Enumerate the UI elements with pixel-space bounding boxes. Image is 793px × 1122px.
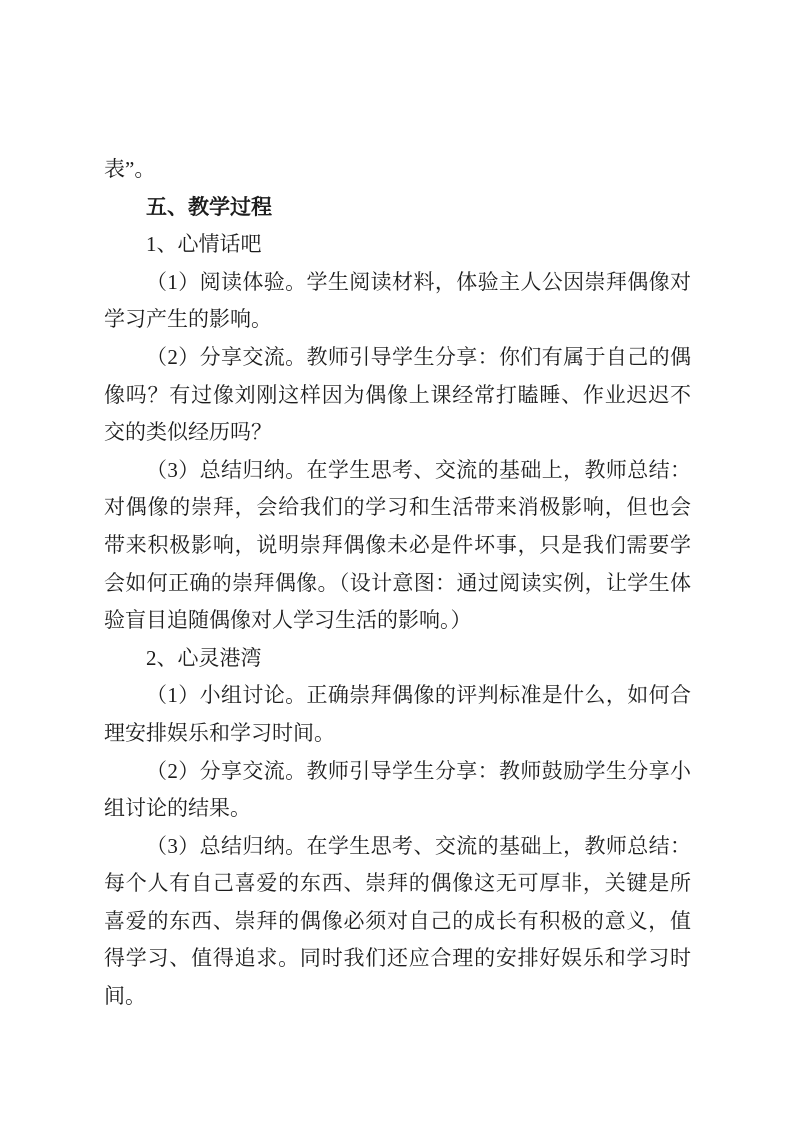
text-line: （2）分享交流。教师引导学生分享：你们有属于自己的偶 bbox=[146, 344, 691, 369]
heading-line: 五、教学过程 bbox=[146, 194, 272, 219]
text-line: 每个人有自己喜爱的东西、崇拜的偶像这无可厚非，关键是所 bbox=[104, 871, 691, 896]
text-line: 像吗？有过像刘刚这样因为偶像上课经常打瞌睡、作业迟迟不 bbox=[104, 382, 691, 407]
text-line: 理安排娱乐和学习时间。 bbox=[104, 720, 335, 745]
text-line: 组讨论的结果。 bbox=[104, 796, 251, 821]
document-body bbox=[104, 151, 691, 1016]
text-line: 表”。 bbox=[104, 157, 156, 181]
text-line: （1）阅读体验。学生阅读材料，体验主人公因崇拜偶像对 bbox=[146, 269, 691, 294]
text-line: （3）总结归纳。在学生思考、交流的基础上，教师总结： bbox=[146, 833, 691, 858]
text-line: 2、心灵港湾 bbox=[146, 645, 262, 670]
text-line: 会如何正确的崇拜偶像。（设计意图：通过阅读实例，让学生体 bbox=[104, 570, 691, 595]
text-line: （2）分享交流。教师引导学生分享：教师鼓励学生分享小 bbox=[146, 758, 691, 783]
text-line: 对偶像的崇拜，会给我们的学习和生活带来消极影响，但也会 bbox=[104, 495, 691, 520]
text-line: （1）小组讨论。正确崇拜偶像的评判标准是什么，如何合 bbox=[146, 683, 691, 708]
text-line: 得学习、值得追求。同时我们还应合理的安排好娱乐和学习时 bbox=[104, 946, 691, 971]
text-line: 1、心情话吧 bbox=[146, 232, 262, 257]
text-line: 带来积极影响，说明崇拜偶像未必是件坏事，只是我们需要学 bbox=[104, 532, 691, 557]
text-line: 验盲目追随偶像对人学习生活的影响。） bbox=[104, 608, 472, 633]
text-line: 喜爱的东西、崇拜的偶像必须对自己的成长有积极的意义，值 bbox=[104, 908, 691, 933]
text-line: 间。 bbox=[104, 984, 146, 1009]
text-line: （3）总结归纳。在学生思考、交流的基础上，教师总结： bbox=[146, 457, 691, 482]
text-line: 交的类似经历吗？ bbox=[104, 420, 272, 445]
text-line: 学习产生的影响。 bbox=[104, 307, 272, 332]
